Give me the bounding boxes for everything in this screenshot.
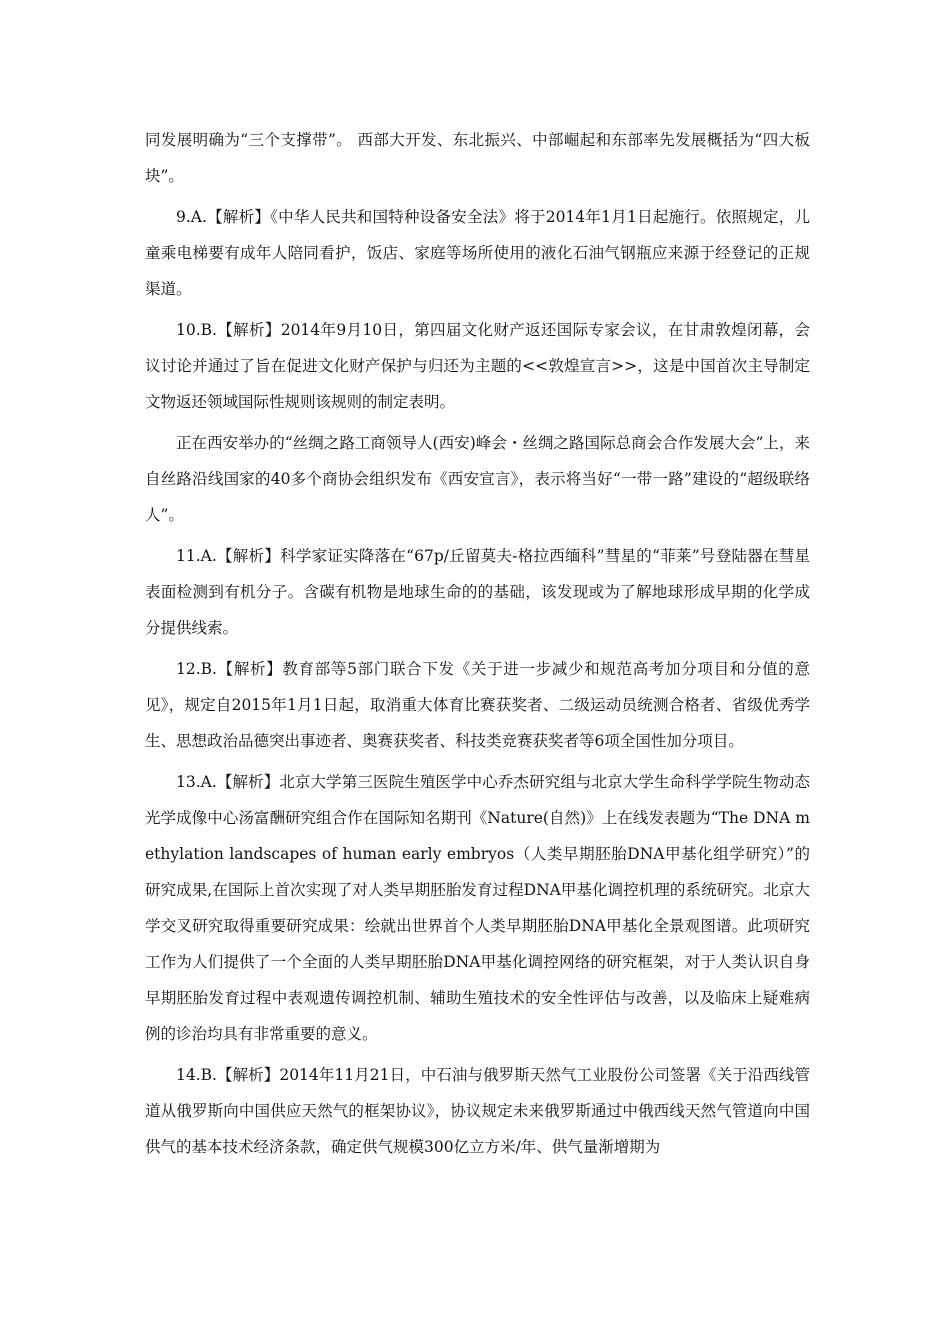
answer-10-supplement: 正在西安举办的“丝绸之路工商领导人(西安)峰会・丝绸之路国际总商会合作发展大会”上，来自丝路沿线国家的40多个商协会组织发布《西安宣言》，表示将当好“一带一路”建设的“超级联络人”。: [145, 434, 810, 524]
answer-11-explanation: 11.A.【解析】科学家证实降落在“67p/丘留莫夫-格拉西缅科”彗星的“菲莱”号登陆器在彗星表面检测到有机分子。含碳有机物是地球生命的的基础，该发现或为了解地球形成早期的化学成分提供线索。: [145, 547, 810, 637]
answer-13-explanation: 13.A.【解析】北京大学第三医院生殖医学中心乔杰研究组与北京大学生命科学学院生物动态光学成像中心汤富酬研究组合作在国际知名期刊《Nature(自然)》上在线发表题为“The DNA methylation landscapes of human early embryos（人类早期胚胎DNA甲基化组学研究）”的研究成果,在国际上首次实现了对人类早期胚胎发育过程DNA甲基化调控机理的系统研究。北京大学交叉研究取得重要研究成果：绘就出世界首个人类早期胚胎DNA甲基化全景观图谱。此项研究工作为人们提供了一个全面的人类早期胚胎DNA甲基化调控网络的研究框架，对于人类认识自身早期胚胎发育过程中表观遗传调控机制、辅助生殖技术的安全性评估与改善，以及临床上疑难病例的诊治均具有非常重要的意义。: [145, 773, 810, 1043]
answer-14-explanation: 14.B.【解析】2014年11月21日，中石油与俄罗斯天然气工业股份公司签署《关于沿西线管道从俄罗斯向中国供应天然气的框架协议》，协议规定未来俄罗斯通过中俄西线天然气管道向中国供气的基本技术经济条款，确定供气规模300亿立方米/年、供气量渐增期为: [145, 1066, 810, 1156]
answer-12-explanation: 12.B.【解析】教育部等5部门联合下发《关于进一步减少和规范高考加分项目和分值的意见》，规定自2015年1月1日起，取消重大体育比赛获奖者、二级运动员统测合格者、省级优秀学生、思想政治品德突出事迹者、奥赛获奖者、科技类竞赛获奖者等6项全国性加分项目。: [145, 660, 810, 750]
answer-10-explanation: 10.B.【解析】2014年9月10日，第四届文化财产返还国际专家会议，在甘肃敦煌闭幕，会议讨论并通过了旨在促进文化财产保护与归还为主题的<<敦煌宣言>>，这是中国首次主导制定文物返还领域国际性规则该规则的制定表明。: [145, 321, 810, 411]
answer-9-explanation: 9.A.【解析】《中华人民共和国特种设备安全法》将于2014年1月1日起施行。依照规定，儿童乘电梯要有成年人陪同看护，饭店、家庭等场所使用的液化石油气钢瓶应来源于经登记的正规渠道。: [145, 208, 810, 298]
document-body: [145, 122, 810, 1170]
paragraph-continuation: 同发展明确为“三个支撑带”。 西部大开发、东北振兴、中部崛起和东部率先发展概括为“四大板块”。: [145, 131, 810, 185]
